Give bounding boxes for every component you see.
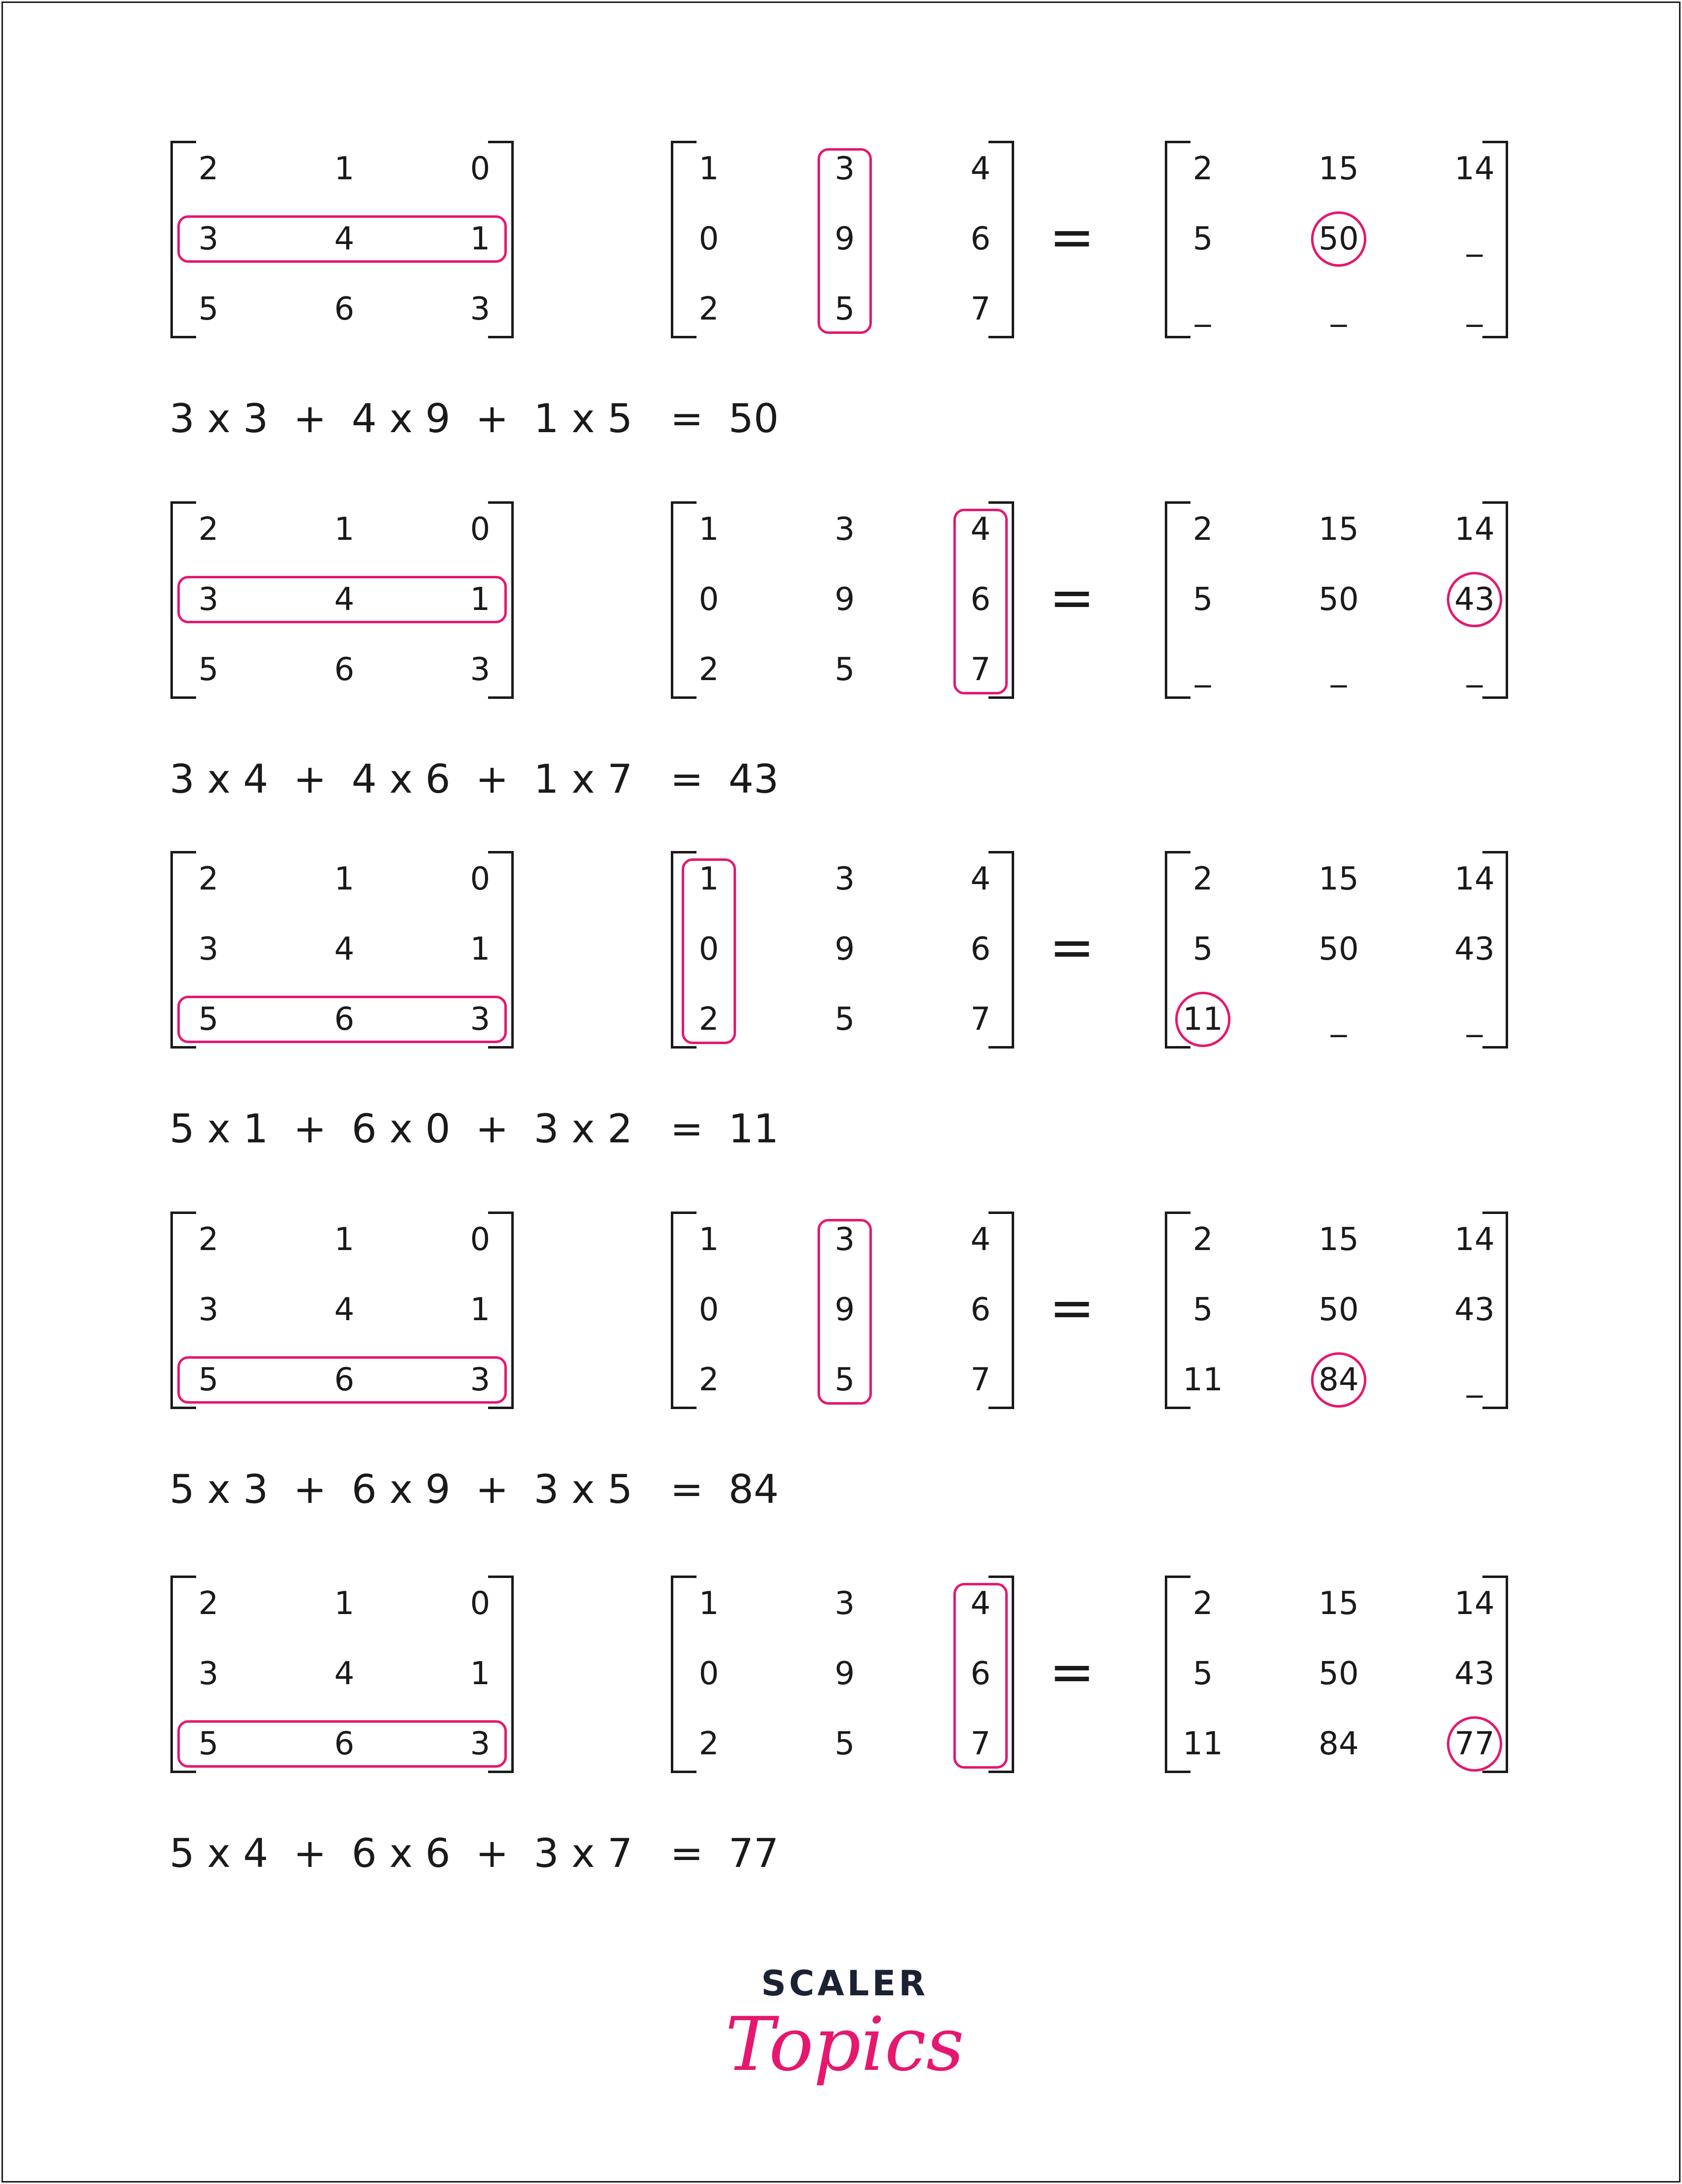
calculation-text: 3 x 3 + 4 x 9 + 1 x 5 = 50	[169, 396, 779, 442]
multiplication-step	[0, 141, 1682, 501]
matrix-cell: 5	[834, 291, 855, 327]
matrix-cell: _	[1195, 291, 1211, 327]
matrix-b	[671, 1576, 1014, 1776]
matrix-cell: 3	[198, 1656, 219, 1692]
matrix-cell: 6	[970, 221, 991, 257]
matrix-cell: 84	[1318, 1362, 1359, 1398]
matrix-b	[671, 851, 1014, 1051]
matrix-a	[170, 851, 514, 1051]
highlighted-result-cell	[1175, 992, 1231, 1047]
highlighted-row	[177, 996, 507, 1043]
matrix-cell: 3	[834, 1221, 855, 1258]
logo-title: SCALER	[761, 1963, 929, 2004]
matrix-cell: 3	[470, 1726, 491, 1762]
matrix-b	[671, 501, 1014, 701]
result-matrix	[1165, 1576, 1508, 1776]
matrix-cell: _	[1467, 221, 1482, 257]
matrix-cell: 5	[198, 1001, 219, 1038]
matrix-a	[170, 1576, 514, 1776]
matrix-cell: 15	[1318, 1585, 1359, 1622]
matrix-cell: 1	[334, 1221, 355, 1258]
matrix-cell: 0	[698, 581, 719, 618]
matrix-cell: 0	[470, 861, 491, 897]
matrix-cell: 6	[334, 651, 355, 688]
matrix-cell: _	[1467, 1362, 1482, 1398]
matrix-a	[170, 141, 514, 341]
matrix-cell: 43	[1454, 1656, 1495, 1692]
matrix-cell: 0	[698, 1656, 719, 1692]
matrix-cell: 1	[698, 861, 719, 897]
matrix-cell: 1	[470, 1292, 491, 1328]
matrix-cell: 50	[1318, 221, 1359, 257]
matrix-b	[671, 1212, 1014, 1412]
matrix-cell: 14	[1454, 861, 1495, 897]
matrix-cell: _	[1467, 291, 1482, 327]
highlighted-result-cell	[1447, 1716, 1502, 1772]
matrix-cell: 0	[470, 511, 491, 548]
matrix-cell: 2	[198, 151, 219, 187]
matrix-cell: 14	[1454, 1585, 1495, 1622]
matrix-cell: 43	[1454, 931, 1495, 968]
matrix-cell: 14	[1454, 151, 1495, 187]
matrix-cell: 15	[1318, 1221, 1359, 1258]
matrix-b	[671, 141, 1014, 341]
matrix-cell: _	[1331, 1001, 1347, 1038]
equals-sign: =	[1049, 916, 1095, 979]
matrix-cell: 3	[198, 931, 219, 968]
matrix-cell: 2	[198, 861, 219, 897]
matrix-cell: 1	[470, 1656, 491, 1692]
multiplication-step	[0, 1576, 1682, 1936]
matrix-a	[170, 1212, 514, 1412]
matrix-cell: 1	[334, 861, 355, 897]
result-matrix	[1165, 851, 1508, 1051]
matrix-cell: 2	[698, 1726, 719, 1762]
equals-sign: =	[1049, 1276, 1095, 1339]
matrix-cell: 9	[834, 1656, 855, 1692]
matrix-cell: 0	[698, 1292, 719, 1328]
matrix-cell: 3	[834, 151, 855, 187]
matrix-cell: 2	[698, 1001, 719, 1038]
result-matrix	[1165, 1212, 1508, 1412]
matrix-cell: 1	[470, 931, 491, 968]
matrix-cell: 3	[198, 221, 219, 257]
calculation-text: 5 x 1 + 6 x 0 + 3 x 2 = 11	[169, 1106, 779, 1152]
matrix-cell: 7	[970, 1726, 991, 1762]
matrix-cell: 3	[198, 1292, 219, 1328]
matrix-cell: 5	[1192, 931, 1213, 968]
matrix-cell: 2	[1192, 151, 1213, 187]
matrix-cell: 6	[334, 291, 355, 327]
matrix-cell: 3	[834, 511, 855, 548]
matrix-cell: 6	[970, 1656, 991, 1692]
matrix-cell: 5	[1192, 581, 1213, 618]
matrix-cell: 11	[1183, 1001, 1223, 1038]
matrix-cell: 1	[334, 1585, 355, 1622]
matrix-cell: 6	[970, 1292, 991, 1328]
matrix-cell: 1	[698, 1585, 719, 1622]
highlighted-column	[682, 858, 736, 1044]
matrix-cell: 1	[698, 1221, 719, 1258]
matrix-cell: 11	[1183, 1726, 1223, 1762]
matrix-cell: 2	[698, 291, 719, 327]
matrix-cell: 2	[198, 1585, 219, 1622]
matrix-cell: 5	[1192, 221, 1213, 257]
logo-script: Topics	[725, 2002, 964, 2088]
matrix-cell: 5	[1192, 1656, 1213, 1692]
matrix-cell: 1	[470, 221, 491, 257]
matrix-cell: 4	[334, 221, 355, 257]
highlighted-column	[953, 509, 1008, 694]
highlighted-result-cell	[1311, 211, 1366, 267]
highlighted-column	[953, 1583, 1008, 1769]
multiplication-step	[0, 851, 1682, 1212]
highlighted-row	[177, 1356, 507, 1404]
matrix-cell: 6	[970, 581, 991, 618]
matrix-cell: 77	[1454, 1726, 1495, 1762]
matrix-cell: 7	[970, 651, 991, 688]
calculation-text: 5 x 4 + 6 x 6 + 3 x 7 = 77	[169, 1830, 779, 1876]
matrix-cell: 2	[1192, 861, 1213, 897]
matrix-cell: 2	[1192, 1585, 1213, 1622]
matrix-cell: 5	[1192, 1292, 1213, 1328]
highlighted-row	[177, 1720, 507, 1768]
matrix-cell: 50	[1318, 1656, 1359, 1692]
matrix-cell: 2	[698, 1362, 719, 1398]
matrix-cell: 0	[470, 151, 491, 187]
matrix-cell: 4	[970, 151, 991, 187]
matrix-cell: 5	[198, 291, 219, 327]
highlighted-column	[818, 1219, 872, 1405]
matrix-cell: 4	[970, 1221, 991, 1258]
matrix-cell: 0	[698, 221, 719, 257]
matrix-cell: _	[1467, 651, 1482, 688]
matrix-cell: 3	[470, 291, 491, 327]
matrix-cell: 5	[834, 1001, 855, 1038]
equals-sign: =	[1049, 205, 1095, 269]
matrix-cell: 7	[970, 291, 991, 327]
matrix-cell: _	[1331, 291, 1347, 327]
matrix-cell: 5	[198, 1726, 219, 1762]
matrix-cell: 3	[834, 861, 855, 897]
highlighted-column	[818, 148, 872, 334]
matrix-cell: 0	[470, 1585, 491, 1622]
matrix-cell: 1	[334, 151, 355, 187]
multiplication-step	[0, 501, 1682, 862]
matrix-cell: 1	[334, 511, 355, 548]
matrix-cell: _	[1331, 651, 1347, 688]
matrix-cell: 2	[198, 1221, 219, 1258]
matrix-cell: 9	[834, 221, 855, 257]
matrix-cell: 4	[970, 1585, 991, 1622]
matrix-cell: 7	[970, 1001, 991, 1038]
matrix-cell: 6	[334, 1362, 355, 1398]
matrix-cell: 5	[834, 1362, 855, 1398]
matrix-cell: 4	[334, 1656, 355, 1692]
result-matrix	[1165, 141, 1508, 341]
matrix-cell: 14	[1454, 1221, 1495, 1258]
matrix-cell: 2	[698, 651, 719, 688]
calculation-text: 5 x 3 + 6 x 9 + 3 x 5 = 84	[169, 1466, 779, 1512]
matrix-cell: 50	[1318, 581, 1359, 618]
matrix-cell: 4	[970, 861, 991, 897]
matrix-cell: 50	[1318, 931, 1359, 968]
matrix-cell: 5	[834, 1726, 855, 1762]
matrix-cell: 2	[198, 511, 219, 548]
highlighted-result-cell	[1311, 1352, 1366, 1408]
matrix-cell: 3	[470, 1362, 491, 1398]
result-matrix	[1165, 501, 1508, 701]
matrix-cell: 1	[470, 581, 491, 618]
matrix-cell: 4	[334, 581, 355, 618]
matrix-cell: 43	[1454, 581, 1495, 618]
matrix-cell: 7	[970, 1362, 991, 1398]
matrix-cell: 0	[470, 1221, 491, 1258]
matrix-cell: 9	[834, 1292, 855, 1328]
matrix-cell: 15	[1318, 861, 1359, 897]
highlighted-row	[177, 215, 507, 263]
highlighted-result-cell	[1447, 572, 1502, 627]
matrix-cell: 11	[1183, 1362, 1223, 1398]
matrix-cell: _	[1195, 651, 1211, 688]
multiplication-step	[0, 1212, 1682, 1572]
matrix-cell: 3	[470, 651, 491, 688]
highlighted-row	[177, 576, 507, 623]
matrix-cell: 6	[970, 931, 991, 968]
matrix-cell: 1	[698, 511, 719, 548]
matrix-cell: 9	[834, 581, 855, 618]
matrix-cell: 14	[1454, 511, 1495, 548]
matrix-cell: 3	[198, 581, 219, 618]
matrix-cell: _	[1467, 1001, 1482, 1038]
matrix-cell: 1	[698, 151, 719, 187]
matrix-cell: 2	[1192, 1221, 1213, 1258]
equals-sign: =	[1049, 1640, 1095, 1703]
matrix-cell: 3	[470, 1001, 491, 1038]
matrix-cell: 4	[334, 931, 355, 968]
matrix-cell: 6	[334, 1001, 355, 1038]
matrix-cell: 5	[834, 651, 855, 688]
matrix-cell: 43	[1454, 1292, 1495, 1328]
matrix-cell: 6	[334, 1726, 355, 1762]
matrix-cell: 5	[198, 1362, 219, 1398]
scaler-topics-logo	[716, 1963, 973, 2102]
matrix-cell: 50	[1318, 1292, 1359, 1328]
calculation-text: 3 x 4 + 4 x 6 + 1 x 7 = 43	[169, 756, 779, 802]
matrix-cell: 2	[1192, 511, 1213, 548]
matrix-cell: 3	[834, 1585, 855, 1622]
matrix-cell: 4	[334, 1292, 355, 1328]
equals-sign: =	[1049, 566, 1095, 629]
matrix-a	[170, 501, 514, 701]
matrix-cell: 15	[1318, 511, 1359, 548]
matrix-cell: 4	[970, 511, 991, 548]
matrix-cell: 9	[834, 931, 855, 968]
matrix-cell: 0	[698, 931, 719, 968]
matrix-cell: 84	[1318, 1726, 1359, 1762]
matrix-cell: 5	[198, 651, 219, 688]
matrix-cell: 15	[1318, 151, 1359, 187]
